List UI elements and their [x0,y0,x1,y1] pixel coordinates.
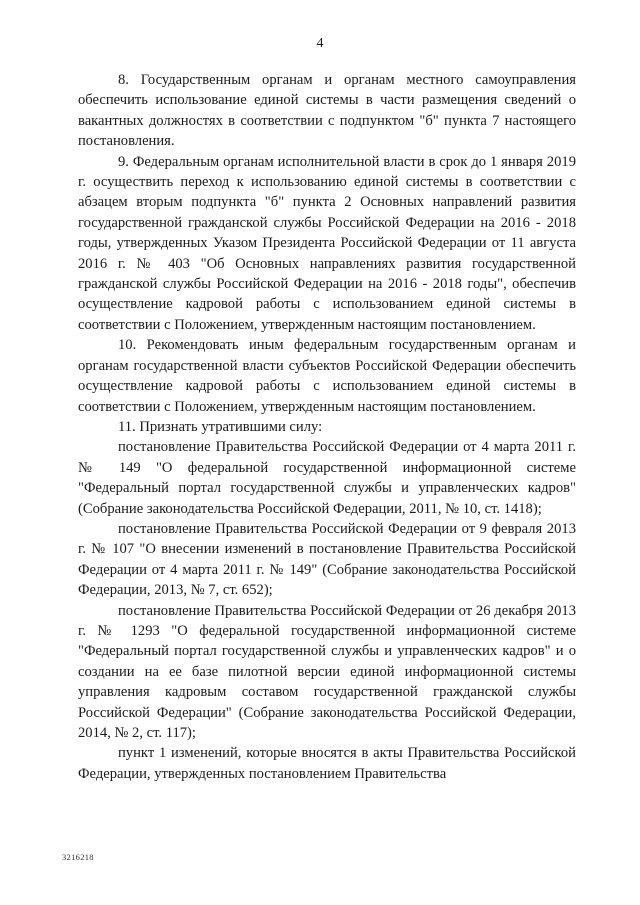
document-body [78,70,576,784]
paragraph-10: 10. Рекомендовать иным федеральным государственным органам и органам государственной власти субъектов Российской Федерации обеспечить осуществление кадровой работы с использованием единой системы в соответствии с Положением, утвержденным настоящим постановлением. [78,337,576,415]
paragraph-9: 9. Федеральным органам исполнительной власти в срок до 1 января 2019 г. осуществить переход к использованию единой системы в соответствии с абзацем вторым подпункта "б" пункта 2 Основных направлений развития государственной гражданской службы Российской Федерации на 2016 - 2018 годы, утвержденных Указом Президента Российской Федерации от 11 августа 2016 г. № 403 "Об Основных направлениях развития государственной гражданской службы Российской Федерации на 2016 - 2018 годы", обеспечив осуществление кадровой работы с использованием единой системы в соответствии с Положением, утвержденным настоящим постановлением. [78,153,576,333]
page-number: 4 [316,36,324,51]
repealed-act-point-1: пункт 1 изменений, которые вносятся в акты Правительства Российской Федерации, утвержденных постановлением Правительства [78,745,576,782]
repealed-act-2011: постановление Правительства Российской Федерации от 4 марта 2011 г. № 149 "О федеральной государственной информационной системе "Федеральный портал государственной службы и управленческих кадров" (Собрание законодательства Российской Федерации, 2011, № 10, ст. 1418); [78,439,576,517]
repealed-act-2013-feb: постановление Правительства Российской Федерации от 9 февраля 2013 г. № 107 "О внесении изменений в постановление Правительства Российской Федерации от 4 марта 2011 г. № 149" (Собрание законодательства Российской Федерации, 2013, № 7, ст. 652); [78,520,576,599]
document-code: 3216218 [62,852,94,862]
paragraph-11: 11. Признать утратившими силу: [118,418,323,435]
paragraph-8: 8. Государственным органам и органам местного самоуправления обеспечить использование единой системы в части размещения сведений о вакантных должностях в соответствии с подпунктом "б" пункта 7 настоящего постановления. [78,72,576,150]
repealed-act-2013-dec: постановление Правительства Российской Федерации от 26 декабря 2013 г. № 1293 "О федеральной государственной информационной системе "Федеральный портал государственной службы и управленческих кадров" и о создании на ее базе пилотной версии единой информационной системы управления кадровым составом государственной гражданской службы Российской Федерации" (Собрание законодательства Российской Федерации, 2014, № 2, ст. 117); [78,602,576,741]
